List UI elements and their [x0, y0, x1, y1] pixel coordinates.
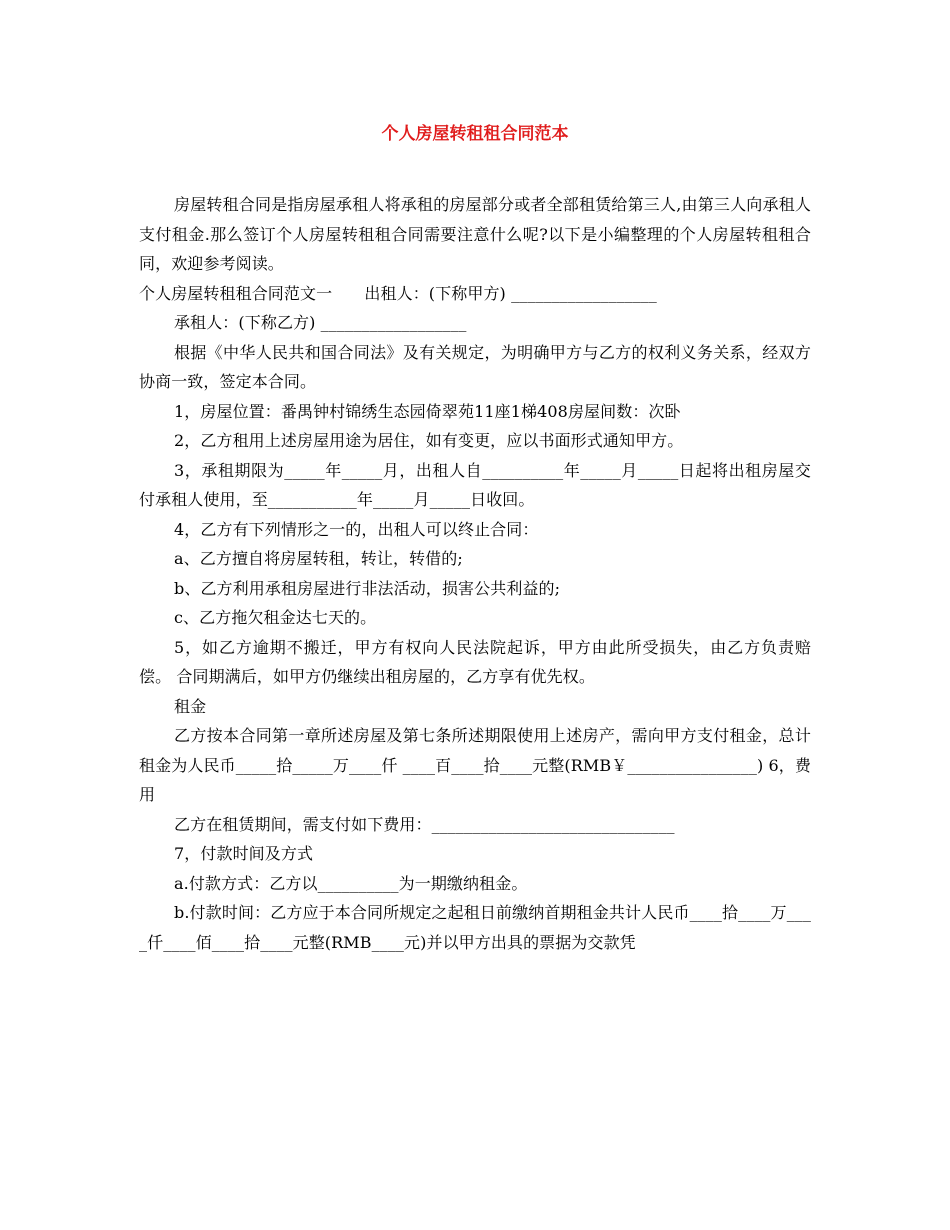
clause-4-item-c: c、乙方拖欠租金达七天的。	[174, 608, 377, 627]
clause-4-item-a: a、乙方擅自将房屋转租，转让，转借的;	[174, 549, 463, 568]
payment-method: a.付款方式：乙方以__________为一期缴纳租金。	[174, 873, 528, 893]
clause-2-usage: 2，乙方租用上述房屋用途为居住，如有变更，应以书面形式通知甲方。	[174, 431, 684, 450]
document-title: 个人房屋转租租合同范本	[381, 124, 569, 144]
clause-4-item-b: b、乙方利用承租房屋进行非法活动，损害公共利益的;	[174, 578, 561, 598]
rent-paragraph: 乙方按本合同第一章所述房屋及第七条所述期限使用上述房产，需向甲方支付租金，总计租金为人民币_____拾_____万____仟 ____百____拾____元整(RMB￥________________) 6，费用	[139, 726, 811, 804]
clause-3-term: 3，承租期限为_____年_____月，出租人自__________年_____月_____日起将出租房屋交 付承租人使用，至___________年_____月_____日收回。	[139, 460, 817, 509]
intro-paragraph: 房屋转租合同是指房屋承租人将承租的房屋部分或者全部租赁给第三人,由第三人向承租人支付租金.那么签订个人房屋转租租合同需要注意什么呢?以下是小编整理的个人房屋转租租合同，欢迎参考阅读。	[139, 195, 811, 273]
clause-4-termination: 4，乙方有下列情形之一的，出租人可以终止合同：	[174, 519, 539, 539]
document-body	[139, 190, 817, 957]
clause-7-payment: 7，付款时间及方式	[174, 844, 314, 863]
payment-time: b.付款时间：乙方应于本合同所规定之起租日前缴纳首期租金共计人民币____拾____万____仟____佰____拾____元整(RMB____元)并以甲方出具的票据为交款凭	[139, 903, 811, 952]
legal-basis-paragraph: 根据《中华人民共和国合同法》及有关规定，为明确甲方与乙方的权利义务关系，经双方协商一致，签定本合同。	[139, 342, 811, 391]
lessee-line: 承租人：(下称乙方) __________________	[174, 313, 467, 332]
sample-heading-lessor: 个人房屋转租租合同范文一 出租人：(下称甲方) __________________	[139, 283, 657, 303]
rent-heading: 租金	[174, 696, 207, 716]
clause-1-location: 1，房屋位置：番禺钟村锦绣生态园倚翠苑11座1梯408房屋间数：次卧	[174, 401, 681, 421]
fees-paragraph: 乙方在租赁期间，需支付如下费用：______________________________	[174, 814, 675, 834]
clause-5-eviction: 5，如乙方逾期不搬迁，甲方有权向人民法院起诉，甲方由此所受损失，由乙方负责赔偿。 合同期满后，如甲方仍继续出租房屋的，乙方享有优先权。	[139, 637, 811, 686]
